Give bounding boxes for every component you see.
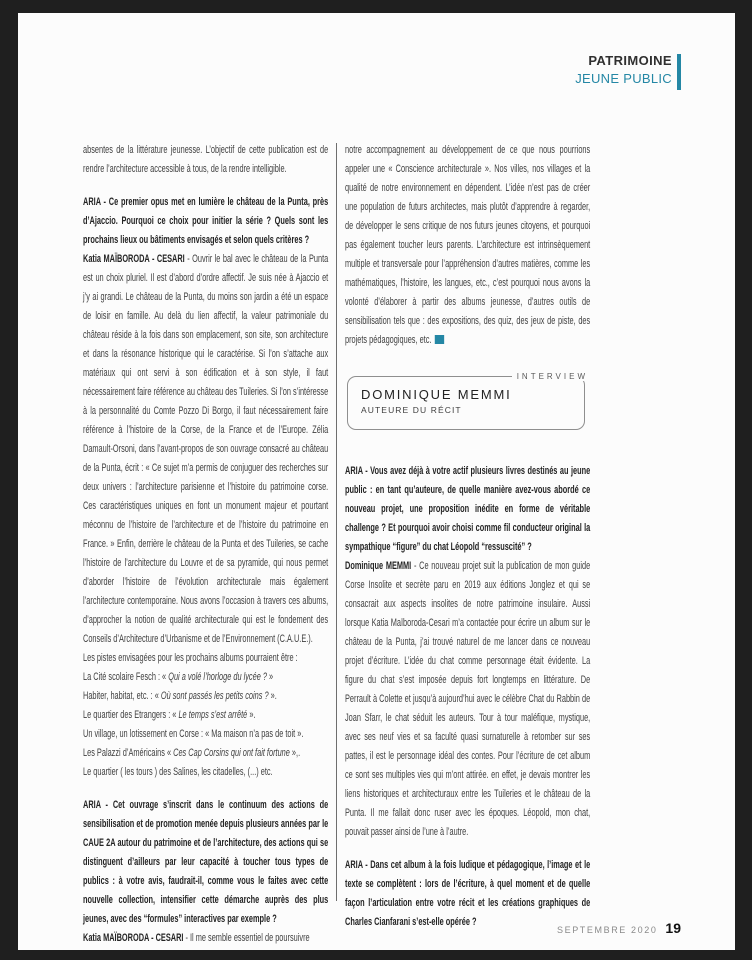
header-category: PATRIMOINE	[588, 53, 672, 68]
end-of-article-marker	[435, 335, 444, 344]
answer-1	[83, 250, 328, 649]
list-item: Le quartier ( les tours ) des Salines, les citadelles, (...) etc.	[83, 766, 273, 778]
albums-list-intro: Les pistes envisagées pour les prochains albums pourraient être :	[83, 652, 298, 664]
paragraph-continuation: notre accompagnement au développement de ce que nous pourrions appeler une « Conscience architecturale ». Nos villes, nos villages et la qualité de notre environnement en dépendent. L’idée n’est pas de créer une population de futurs architectes, mais plutôt d’apprendre à regarder, de développer le sens critique de nos futurs jeunes citoyens, et pourquoi pas également toucher leurs parents. L’architecture est intrinsèquement multiple et transversale pour l’appréhension d’autres matières, comme les mathématiques, l’histoire, les langues, etc., c’est pourquoi nous avons la volonté d’élaborer à partir des albums jeunesse, d’autres outils de sensibilisation tels que : des expositions, des quiz, des jeux de piste, des projets pédagogiques, etc.	[345, 144, 591, 346]
list-item: Un village, un lotissement en Corse : « Ma maison n’a pas de toit ».	[83, 728, 304, 740]
answer-2	[83, 929, 328, 948]
interview-tag: INTERVIEW	[512, 372, 593, 381]
question-2-text: ARIA - Cet ouvrage s’inscrit dans le continuum des actions de sensibilisation et de promotion menée depuis plusieurs années par le CAUE 2A autour du patrimoine et de l’architecture, des actions qui se distinguent d’ailleurs par leur capacité à toucher tous types de publics : à votre avis, faudrait-il, comme vous le faites avec cette nouvelle collection, intensifier cette démarche auprès des plus jeunes, avec des “formules” interactives par exemple ?	[83, 799, 329, 925]
interviewee-role: AUTEURE DU RÉCIT	[361, 405, 462, 415]
speaker-name: Katia MAÏBORODA - CESARI	[83, 253, 185, 265]
answer-2-text: - Il me semble essentiel de poursuivre	[183, 932, 310, 944]
interview-box	[347, 372, 588, 430]
issue-date: SEPTEMBRE 2020	[556, 925, 658, 935]
page-number: 19	[665, 920, 681, 936]
question-3-text: ARIA - Vous avez déjà à votre actif plusieurs livres destinés au jeune public : en tant qu’auteure, de quelle manière avez-vous abordé ce nouveau projet, une proposition inédite en forme de véritable challenge ? Et pourquoi avoir choisi comme fil conducteur original la sympathique “figure” du chat Léopold “ressuscité” ?	[345, 465, 591, 553]
question-2	[83, 796, 328, 929]
right-column	[345, 141, 591, 932]
question-4-text: ARIA - Dans cet album à la fois ludique et pédagogique, l’image et le texte se complètent : lors de l’écriture, à quel moment et de quelle façon l’articulation entre votre récit et les créations graphiques de Charles Cianfarani s’est-elle opérée ?	[345, 859, 591, 928]
header-accent-bar	[677, 54, 681, 90]
page-footer	[557, 920, 681, 938]
question-4	[345, 856, 590, 932]
list-item: La Cité scolaire Fesch : « Qui a volé l’horloge du lycée ? »	[83, 671, 274, 683]
header-subcategory: JEUNE PUBLIC	[575, 71, 672, 86]
answer-1-text: - Ouvrir le bal avec le château de la Punta est un choix pluriel. Il est d’abord d’ordre affectif. Je suis née à Ajaccio et j’y ai grandi. Le château de la Punta, du moins son jardin a été un espace de loisir en famille. Au delà du lien affectif, la valeur patrimoniale du château réside à la fois dans son emplacement, son site, son architecture et dans la résonance historique qui le caractérise. Si l’on s’attache aux matériaux qui ont servi à son édification et à son style, il faut nécessairement faire référence au château des Tuileries. Si l’on s’intéresse à la personnalité du Comte Pozzo Di Borgo, il faut nécessairement faire référence à l’histoire de la Corse, de la France et de l’Europe. Zélia Damault-Orsoni, dans l’avant-propos de son ouvrage consacré au château de la Punta, écrit : « Ce sujet m’a permis de conjuguer des recherches sur deux univers : l’architecture parisienne et l’histoire du patrimoine corse. Ces caractéristiques uniques en font un monument majeur et pourtant méconnu de l’histoire de l’architecture et de l’histoire du patrimoine en France. » Enfin, derrière le château de la Punta et des Tuileries, se cache l’histoire de l’architecture du Louvre et de sa pyramide, qui nous permet d’aborder l’histoire de l’évolution architecturale mais également l’architecture contemporaine. Nous avons l’occasion à travers ces albums, d’approcher la notion de qualité architecturale qui est le fondement des Conseils d’Architecture d’Urbanisme et de l’Environnement (C.A.U.E.).	[83, 253, 329, 645]
speaker-name: Dominique MEMMI	[345, 560, 412, 572]
paragraph-intro: absentes de la littérature jeunesse. L’objectif de cette publication est de rendre l’architecture accessible à tous, de la rendre intelligible.	[83, 144, 329, 175]
speaker-name: Katia MAÏBORODA - CESARI	[83, 932, 184, 944]
column-divider	[336, 143, 337, 901]
question-3	[345, 462, 590, 557]
interviewee-name: DOMINIQUE MEMMI	[361, 387, 512, 402]
answer-3-text: - Ce nouveau projet suit la publication de mon guide Corse Insolite et secrète paru en 2019 aux éditions Jonglez et qui se consacrait aux aspects insolites de notre patrimoine insulaire. Aussi lorsque Katia Maïboroda-Cesari m’a contactée pour écrire un album sur le château de la Punta, j’ai trouvé naturel de me lancer dans ce nouveau projet d’écriture. L’idée du chat comme personnage était évidente. La figure du chat s’est imposée depuis fort longtemps en littérature. De Perrault à Colette et jusqu’à aujourd’hui avec le célèbre Chat du Rabbin de Joan Sfarr, le chat séduit les auteurs. Tour à tour maléfique, mystique, avec ses neuf vies et sa faculté quasi surnaturelle à retomber sur ses pattes, il est le personnage idéal des contes. Pour l’écriture de cet album ce sont ses multiples vies qui m’ont attirée. en effet, je devais montrer les liens historiques et architecturaux entre les Tuileries et le château de la Punta. Il me fallait donc ruser avec les époques. Léopold, mon chat, pouvait passer ainsi de l’une à l’autre.	[345, 560, 591, 838]
page-header	[575, 53, 672, 86]
list-item: Les Palazzi d’Américains « Ces Cap Corsins qui ont fait fortune »,.	[83, 747, 301, 759]
list-item: Habiter, habitat, etc. : « Où sont passés les petits coins ? ».	[83, 690, 277, 702]
left-column	[83, 141, 329, 948]
answer-3	[345, 557, 590, 842]
list-item: Le quartier des Etrangers : « Le temps s’est arrêté ».	[83, 709, 256, 721]
magazine-page	[18, 13, 735, 950]
question-1	[83, 193, 328, 250]
question-1-text: ARIA - Ce premier opus met en lumière le château de la Punta, près d’Ajaccio. Pourquoi ce choix pour initier la série ? Quels sont les prochains lieux ou bâtiments envisagés et selon quels critères ?	[83, 196, 329, 246]
